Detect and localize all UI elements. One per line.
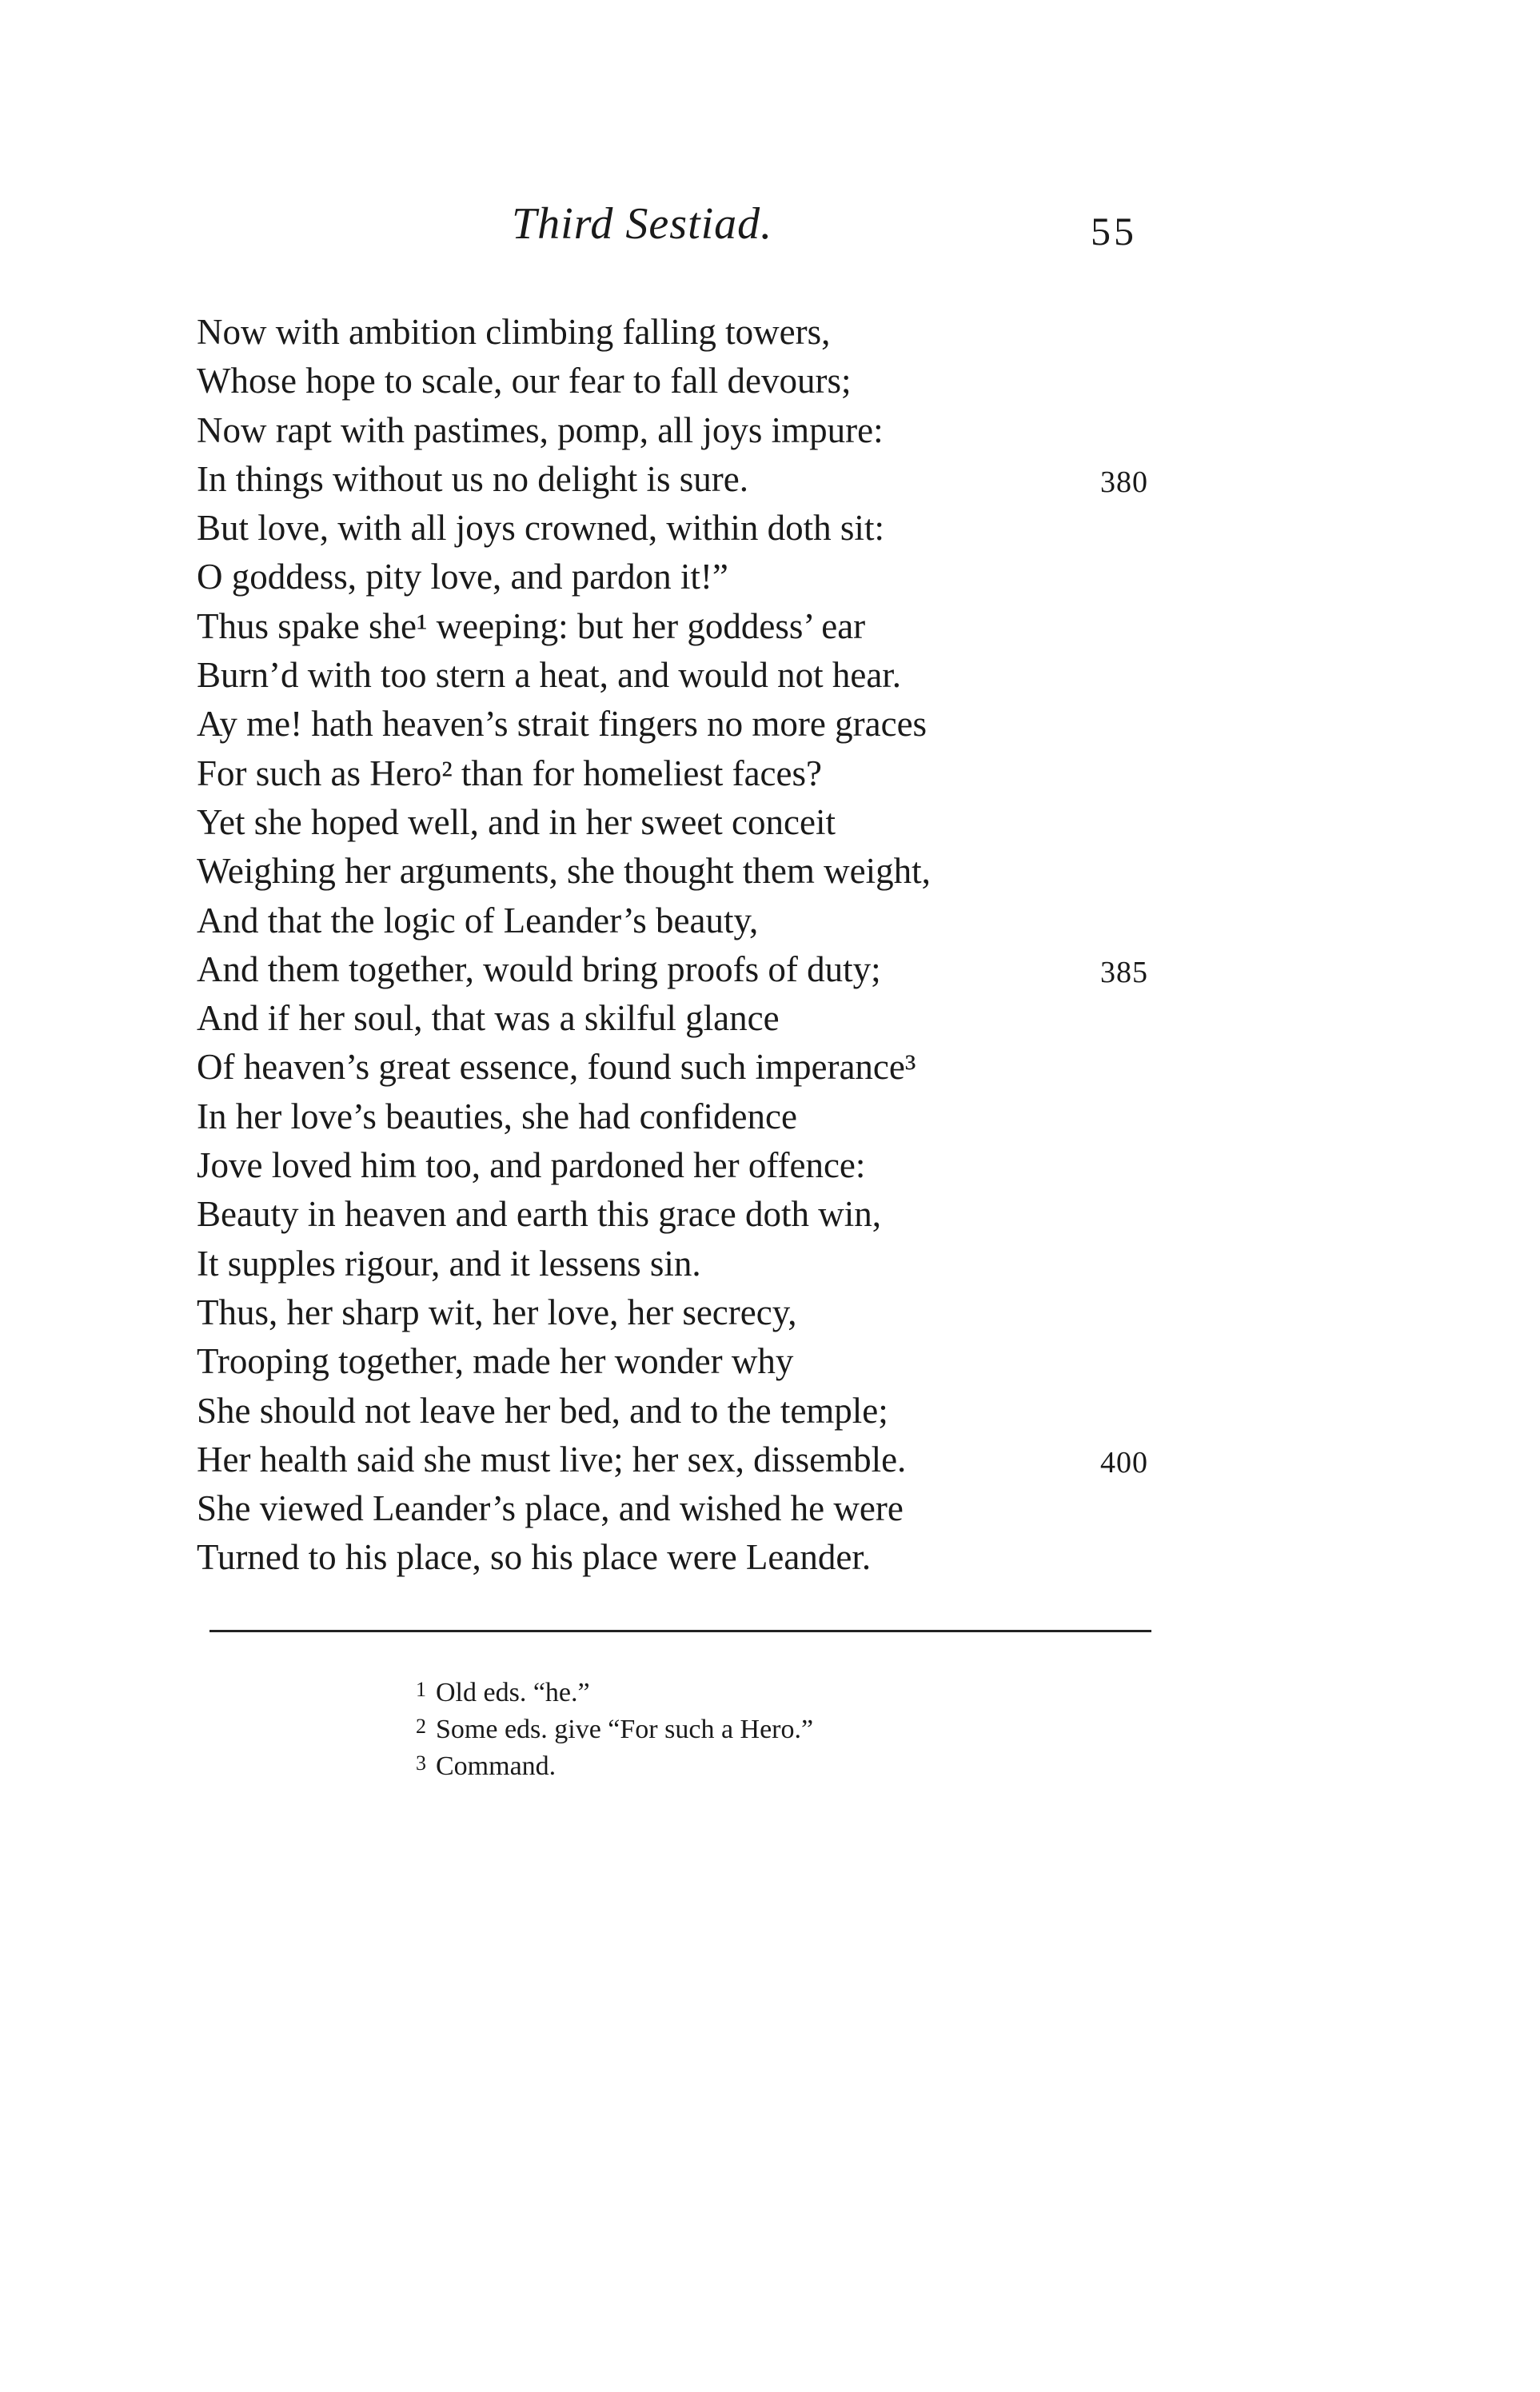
footnote	[416, 1671, 1135, 1708]
footnote-marker: 3	[416, 1751, 426, 1775]
verse-line	[197, 602, 1236, 651]
running-head	[0, 198, 1540, 270]
verse-line	[197, 651, 1236, 700]
verse-text: Trooping together, made her wonder why	[197, 1341, 794, 1382]
running-title: Third Sestiad.	[512, 199, 773, 249]
verse-text: Whose hope to scale, our fear to fall devours;	[197, 361, 852, 401]
verse-text: Turned to his place, so his place were Leander.	[197, 1537, 872, 1578]
verse-line	[197, 1288, 1236, 1337]
verse-line	[197, 455, 1236, 504]
verse-line	[197, 897, 1236, 945]
footnote-text: Some eds. give “For such a Hero.”	[436, 1715, 814, 1744]
verse-line	[197, 994, 1236, 1043]
verse-line	[197, 1337, 1236, 1386]
line-number: 385	[1100, 955, 1148, 989]
verse-text: In her love’s beauties, she had confidence	[197, 1096, 797, 1136]
verse-text: Yet she hoped well, and in her sweet conceit	[197, 801, 836, 842]
footnote	[416, 1708, 1135, 1745]
footnote-text: Command.	[436, 1751, 557, 1781]
verse-text: Weighing her arguments, she thought them weight,	[197, 851, 931, 892]
verse-text: And that the logic of Leander’s beauty,	[197, 900, 759, 940]
verse-line	[197, 308, 1236, 357]
verse-line	[197, 1484, 1236, 1533]
verse-text: Thus, her sharp wit, her love, her secrecy,	[197, 1292, 797, 1332]
verse-line	[197, 700, 1236, 749]
verse-text: Her health said she must live; her sex, dissemble.	[197, 1439, 907, 1480]
verse-text: She should not leave her bed, and to the temple;	[197, 1390, 888, 1431]
verse-text: Now with ambition climbing falling towers,	[197, 312, 831, 352]
footnotes	[416, 1671, 1135, 1782]
verse-line	[197, 553, 1236, 601]
verse-line	[197, 1387, 1236, 1436]
verse-text: Jove loved him too, and pardoned her offence:	[197, 1145, 866, 1186]
verse-line	[197, 406, 1236, 455]
line-number: 400	[1100, 1445, 1148, 1480]
verse-line	[197, 1240, 1236, 1288]
verse-text: And them together, would bring proofs of duty;	[197, 948, 881, 989]
verse-text: In things without us no delight is sure.	[197, 458, 748, 499]
verse-line	[197, 798, 1236, 847]
verse-text: Of heaven’s great essence, found such imperance³	[197, 1047, 916, 1088]
verse-line	[197, 1436, 1236, 1484]
verse-line	[197, 1533, 1236, 1582]
verse-line	[197, 945, 1236, 994]
footnote-marker: 2	[416, 1715, 426, 1738]
footnote	[416, 1745, 1135, 1782]
verse-line	[197, 1092, 1236, 1141]
verse-text: Ay me! hath heaven’s strait fingers no more graces	[197, 704, 928, 745]
verse-line	[197, 1141, 1236, 1190]
verse-text: Burn’d with too stern a heat, and would not hear.	[197, 655, 902, 696]
verse-text: She viewed Leander’s place, and wished he were	[197, 1488, 904, 1529]
footnote-divider	[209, 1630, 1151, 1632]
line-number: 380	[1100, 465, 1148, 499]
verse-text: Thus spake she¹ weeping: but her goddess’ ear	[197, 605, 866, 646]
verse-text: Beauty in heaven and earth this grace doth win,	[197, 1194, 881, 1235]
verse-line	[197, 357, 1236, 405]
verse-line	[197, 749, 1236, 798]
poem-text	[197, 308, 1236, 1583]
verse-line	[197, 1190, 1236, 1239]
footnote-text: Old eds. “he.”	[436, 1678, 590, 1707]
page-number: 55	[1091, 209, 1137, 254]
verse-text: Now rapt with pastimes, pomp, all joys impure:	[197, 409, 884, 450]
verse-text: For such as Hero² than for homeliest faces?	[197, 753, 822, 793]
verse-line	[197, 504, 1236, 553]
verse-line	[197, 1043, 1236, 1092]
footnote-marker: 1	[416, 1678, 426, 1701]
verse-text: And if her soul, that was a skilful glance	[197, 998, 780, 1039]
verse-text: But love, with all joys crowned, within doth sit:	[197, 508, 884, 549]
verse-line	[197, 847, 1236, 896]
verse-text: It supples rigour, and it lessens sin.	[197, 1243, 701, 1284]
verse-text: O goddess, pity love, and pardon it!”	[197, 557, 728, 597]
